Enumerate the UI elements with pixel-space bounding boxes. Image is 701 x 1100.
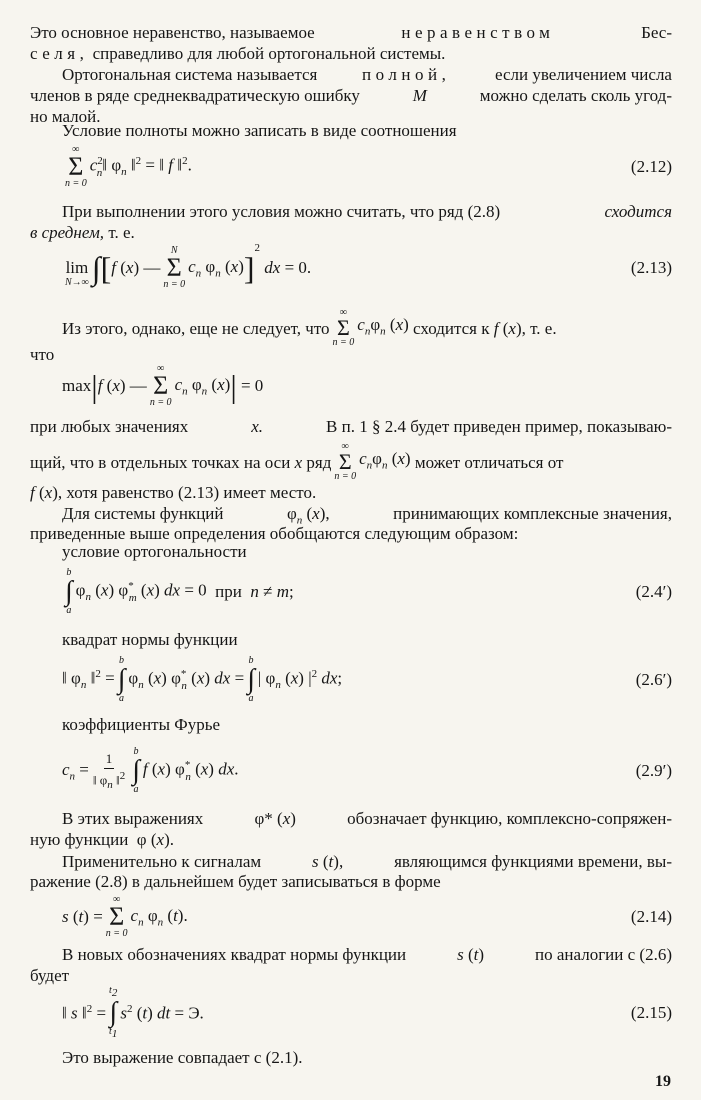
page-number: 19 <box>655 1073 671 1090</box>
equation-2-4: b ∫ a $\varphi_n$ (x) $\varphi^*_m$ (x) dx = 0 при n ≠ m; (2.4′) <box>65 567 672 616</box>
equation-2-15: ‖ s ‖$^2$ = $t_2$ ∫ $t_1$ $s^2$ (t) dt = Э. (2.15) <box>62 985 672 1040</box>
equation-number: (2.15) <box>630 1003 672 1022</box>
text-line: при любых значениях x. В п. 1 § 2.4 будет приведен пример, показываю- <box>30 417 672 436</box>
equation-number: (2.9′) <box>635 761 672 780</box>
equation-number: (2.13) <box>630 258 672 277</box>
text-line: Условие полноты можно записать в виде соотношения <box>62 121 457 140</box>
text-line: Ортогональная система называется полной, если увеличением числа <box>62 65 672 84</box>
text-line: Это основное неравенство, называемое неравенством Бес- <box>30 23 672 42</box>
equation-2-12: ∞ Σ n = 0 $c^2_n‖$ $\varphi_n$ ‖$^2$ = ‖ f ‖$^2$. (2.12) <box>65 144 672 189</box>
text-line: f (x), хотя равенство (2.13) имеет место. <box>30 483 317 502</box>
equation-number: (2.12) <box>630 157 672 176</box>
text-line: условие ортогональности <box>62 542 247 561</box>
equation-max: max | f (x) — ∞ Σ n = 0 $c_n$ $\varphi_n$ (x) | = 0 <box>62 363 264 408</box>
text-line: Для системы функций $\varphi_n$ (x), принимающих комплексные значения, <box>62 504 672 527</box>
equation-number: (2.6′) <box>635 670 672 689</box>
text-line: Применительно к сигналам s (t), являющимся функциями времени, вы- <box>62 852 672 871</box>
equation-2-9: $c_n$ = $\frac{1}{‖ \varphi_n ‖^2}$ b ∫ a f (x) $\varphi^*_n$ (x) dx. (2.9′) <box>62 746 672 795</box>
text-line: щий, что в отдельных точках на оси x ряд ∞ Σ n = 0 $c_n\varphi_n$ (x) может отличаться от <box>30 441 564 482</box>
text-line: но малой. <box>30 107 101 126</box>
equation-number: (2.4′) <box>635 582 672 601</box>
text-line: В этих выражениях φ* (x) обозначает функцию, комплексно-сопряжен- <box>62 809 672 828</box>
equation-2-6: ‖ $\varphi_n$ ‖$^2$ = b ∫ a $\varphi_n$ (x) $\varphi^*_n$ (x) dx = b ∫ a | $\varphi_n$ (x) $|^2$ dx; (2.6′) <box>62 655 672 704</box>
text-line: коэффициенты Фурье <box>62 715 220 734</box>
text-line: будет <box>30 966 70 985</box>
text-line: ражение (2.8) в дальнейшем будет записываться в форме <box>30 872 441 891</box>
equation-2-13: lim N→∞ ∫ [ f (x) — N Σ n = 0 $c_n$ $\varphi_n$ (x) ] $^2$ dx = 0. (2.13) <box>65 242 672 290</box>
equation-2-14: s (t) = ∞ Σ n = 0 $c_n$ $\varphi_n$ (t). (2.14) <box>62 894 672 939</box>
text-line: что <box>30 345 55 364</box>
text-line: в среднем, т. е. <box>30 223 135 242</box>
text-line: селя, справедливо для любой ортогональной системы. <box>30 44 446 63</box>
text-line: В новых обозначениях квадрат нормы функции s (t) по аналогии с (2.6) <box>62 945 672 964</box>
text-line: При выполнении этого условия можно считать, что ряд (2.8) сходится <box>62 202 672 221</box>
text-line: ную функции φ (x). <box>30 830 174 849</box>
text-line: Это выражение совпадает с (2.1). <box>62 1048 303 1067</box>
text-line: членов в ряде среднеквадратическую ошибку M можно сделать сколь угод- <box>30 86 672 105</box>
equation-number: (2.14) <box>630 907 672 926</box>
text-line: квадрат нормы функции <box>62 630 238 649</box>
text-line: приведенные выше определения обобщаются следующим образом: <box>30 524 519 543</box>
text-line: Из этого, однако, еще не следует, что ∞ Σ n = 0 $c_n\varphi_n$ (x) сходится к f (x), т. е. <box>62 307 557 348</box>
